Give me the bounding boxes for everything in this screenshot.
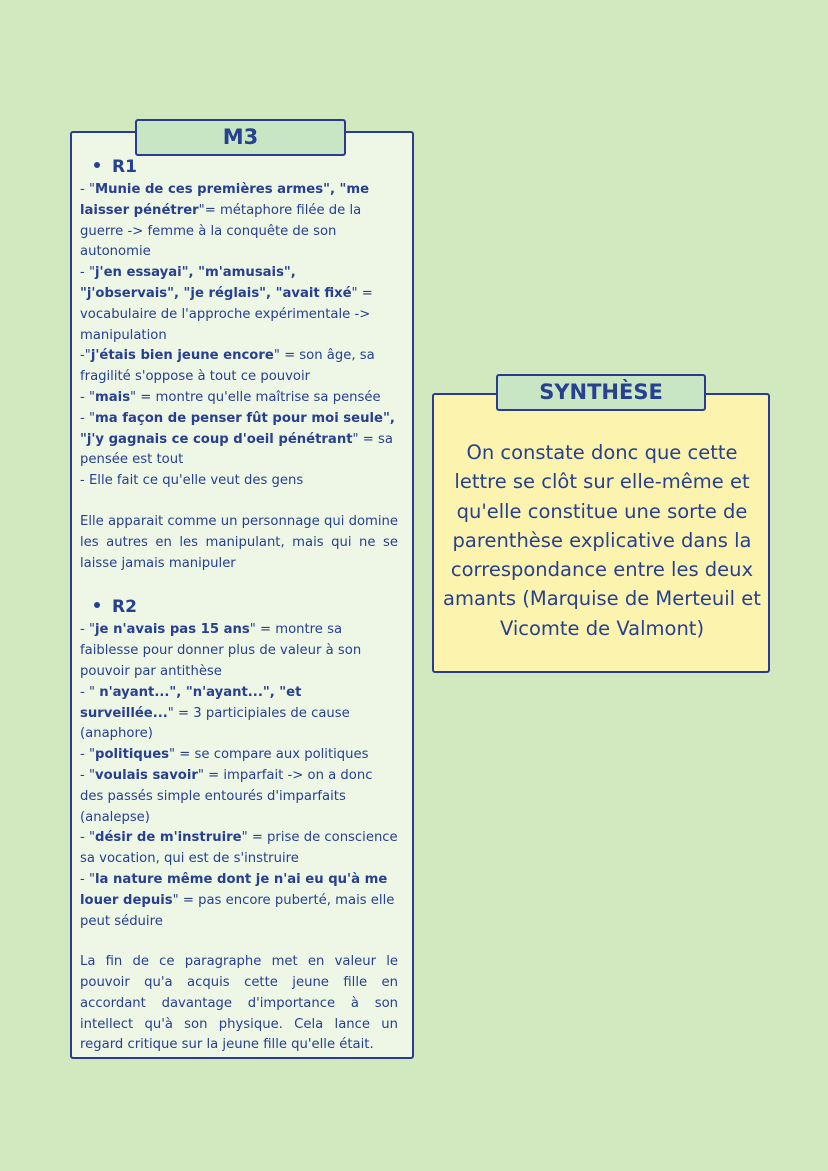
r2-line: - "politiques" = se compare aux politiques — [80, 747, 369, 763]
r2-line: - " n'ayant...", "n'ayant...", "et surveillée..." = 3 participiales de cause (anaphore) — [80, 684, 350, 742]
r2-line: - "voulais savoir" = imparfait -> on a donc des passés simple entourés d'imparfaits (analepse) — [80, 767, 373, 825]
r1-line: - "Munie de ces premières armes", "me laisser pénétrer"= métaphore filée de la guerre -> femme à la conquête de son autonomie — [80, 182, 370, 260]
r2-conclusion: La fin de ce paragraphe met en valeur le pouvoir qu'a acquis cette jeune fille en accordant davantage d'importance à son intellect qu'à son physique. Cela lance un regard critique sur la jeune fille qu'elle était. — [80, 954, 398, 1053]
r2-lines — [80, 620, 398, 932]
r1-heading — [80, 154, 398, 180]
r2-line: - "la nature même dont je n'ai eu qu'à me louer depuis" = pas encore puberté, mais elle peut séduire — [80, 871, 395, 929]
r1-line: - Elle fait ce qu'elle veut des gens — [80, 473, 304, 489]
r1-line: - "j'en essayai", "m'amusais", "j'observais", "je réglais", "avait fixé" = vocabulaire de l'approche expérimentale -> manipulation — [80, 265, 373, 343]
r1-line: -"j'étais bien jeune encore" = son âge, sa fragilité s'oppose à tout ce pouvoir — [80, 348, 375, 385]
bullet-icon — [94, 602, 100, 608]
r2-heading — [80, 594, 398, 620]
m3-content — [80, 154, 398, 1056]
r1-lines — [80, 180, 398, 492]
synthese-title: SYNTHÈSE — [496, 374, 706, 411]
r1-label: R1 — [112, 157, 137, 177]
m3-title: M3 — [135, 119, 346, 156]
r1-conclusion: Elle apparait comme un personnage qui domine les autres en les manipulant, mais qui ne se laisse jamais manipuler — [80, 513, 398, 571]
r2-line: - "je n'avais pas 15 ans" = montre sa faiblesse pour donner plus de valeur à son pouvoir par antithèse — [80, 622, 362, 679]
r1-line: - "mais" = montre qu'elle maîtrise sa pensée — [80, 389, 381, 405]
r2-line: - "désir de m'instruire" = prise de conscience sa vocation, qui est de s'instruire — [80, 830, 398, 867]
r1-line: - "ma façon de penser fût pour moi seule", "j'y gagnais ce coup d'oeil pénétrant" = sa pensée est tout — [80, 410, 395, 468]
synthese-text: On constate donc que cette lettre se clôt sur elle-même et qu'elle constitue une sorte de parenthèse explicative dans la correspondance entre les deux amants (Marquise de Merteuil et Vicomte de Valmont) — [443, 441, 761, 640]
bullet-icon — [94, 162, 100, 168]
r2-label: R2 — [112, 597, 137, 618]
